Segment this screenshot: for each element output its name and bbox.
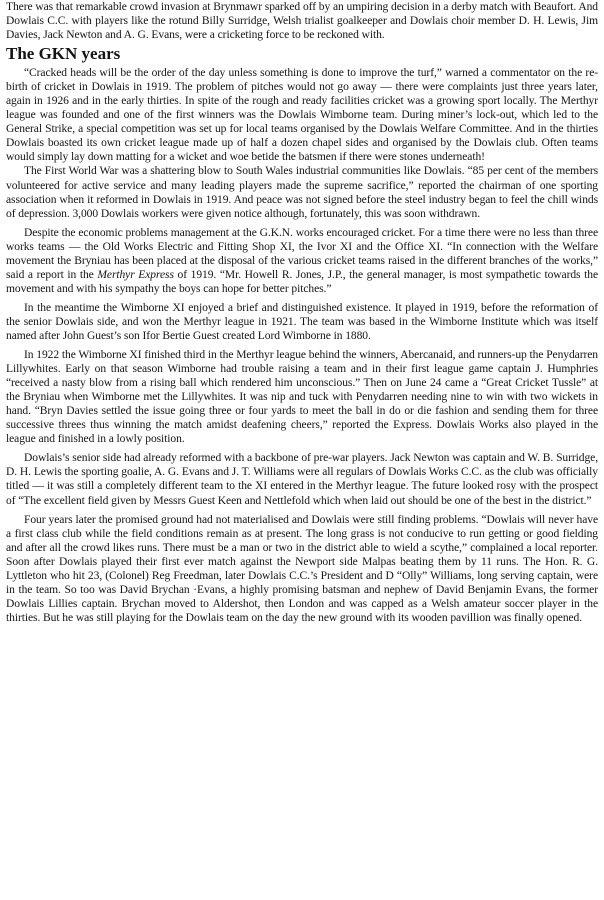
paragraph-gkn-text: Despite the economic problems management at the G.K.N. works encouraged cricket. For a time there were no less than three works teams — the Old Works Electric and Fitting Shop XI, the Ivor XI and the Office XI. “In connection with the Welfare movement the Bryniau has been placed at the disposal of the various cricket teams raised in the different branches of the works,” said a report in the: [6, 226, 598, 281]
intro-paragraph: There was that remarkable crowd invasion at Brynmawr sparked off by an umpiring decision in a derby match with Beaufort. And Dowlais C.C. with players like the rotund Billy Surridge, Welsh trialist goalkeeper and Dowlais choir member D. H. Lewis, Jim Davies, Jack Newton and A. G. Evans, were a cricketing force to be reckoned with.: [6, 1, 598, 42]
paragraph-first-world-war: The First World War was a shattering blow to South Wales industrial communities like Dowlais. “85 per cent of the members volunteered for active service and many leading players made the supreme sacrifice,” reported the chairman of one sporting association when it reformed in Dowlais in 1919. And peace was not signed before the steel industry began to feel the chill winds of depression. 3,000 Dowlais workers were given notice although, fortunately, this was soon withdrawn.: [6, 165, 598, 220]
paragraph-senior-side: Dowlais’s senior side had already reformed with a backbone of pre-war players. Jack Newton was captain and W. B. Surridge, D. H. Lewis the sporting goalie, A. G. Evans and J. T. Williams were all regulars of Dowlais Works C.C. as the club was officially titled — it was still a completely different team to the XI entered in the Merthyr league. The future looked rosy with the prospect of “The excellent field given by Messrs Guest Keen and Nettlefold which when laid out should be one of the best in the district.”: [6, 452, 598, 507]
newspaper-title: Merthyr Express: [97, 268, 174, 281]
paragraph-wimborne-xi: In the meantime the Wimborne XI enjoyed a brief and distinguished existence. It played in 1919, before the reformation of the senior Dowlais side, and won the Merthyr league in 1921. The team was based in the Wimborne Institute which was itself named after John Guest’s son Ifor Bertie Guest created Lord Wimborne in 1880.: [6, 301, 598, 342]
section-heading: The GKN years: [6, 44, 121, 64]
paragraph-gkn-works: [6, 226, 598, 296]
paragraph-four-years-later: Four years later the promised ground had not materialised and Dowlais were still finding problems. “Dowlais will never have a first class club while the field conditions remain as at present. The long grass is not conducive to run getting or good fielding and after all the crowd likes runs. There must be a man or two in the district able to wield a scythe,” complained a local reporter. Soon after Dowlais played their first ever match against the Newport side Malpas beating them by 11 runs. The Hon. R. G. Lyttleton who hit 23, (Colonel) Reg Freedman, later Dowlais C.C.’s President and D “Olly” Williams, long serving captain, were in the team. So too was David Brychan ·Evans, a highly promising batsman and nephew of David Benjamin Evans, the former Dowlais Lillies captain. Brychan moved to Aldershot, then London and was capped as a Welsh amateur soccer player in the thirties. But he was still playing for the Dowlais team on the day the new ground with its wooden pavillion was finally opened.: [6, 513, 598, 624]
paragraph-cracked-heads: “Cracked heads will be the order of the day unless something is done to improve the turf,” warned a commentator on the re-birth of cricket in Dowlais in 1919. The problem of pitches would not go away — there were complaints just three years later, again in 1926 and in the early thirties. In spite of the rough and ready facilities cricket was a growing sport locally. The Merthyr league was founded and one of the first winners was the Dowlais Wimborne team. During miner’s lock-out, which led to the General Strike, a special competition was set up for local teams organised by the Dowlais Welfare Committee. And in the thirties Dowlais boasted its own cricket league made up of half a dozen chapel sides and organised by the Dowlais club. Often teams would simply lay down matting for a wicket and woe betide the batsmen if there were stones underneath!: [6, 67, 598, 164]
paragraph-1922-season: In 1922 the Wimborne XI finished third in the Merthyr league behind the winners, Abercanaid, and runners-up the Penydarren Lillywhites. Early on that season Wimborne had trouble raising a team and in their first league game captain J. Humphries “received a nasty blow from a rising ball which rendered him unconscious.” Then on June 24 came a “Great Cricket Tussle” at the Bryniau when Wimborne met the Lillywhites. It was nip and tuck with Penydarren needing nine to win with two wickets in hand. “Bryn Davies settled the issue going three or four yards to meet the ball in do or die fashion and sending them for three successive threes thus winning the match amidst deafening cheers,” reported the Express. Dowlais Works also played in the league and finished in a lowly position.: [6, 349, 598, 446]
paragraph-gkn-continuation: of 1919. “Mr. Howell R. Jones, J.P., the general manager, is most sympathetic towards the movement and with his sympathy the boys can hope for better pitches.”: [6, 268, 598, 295]
